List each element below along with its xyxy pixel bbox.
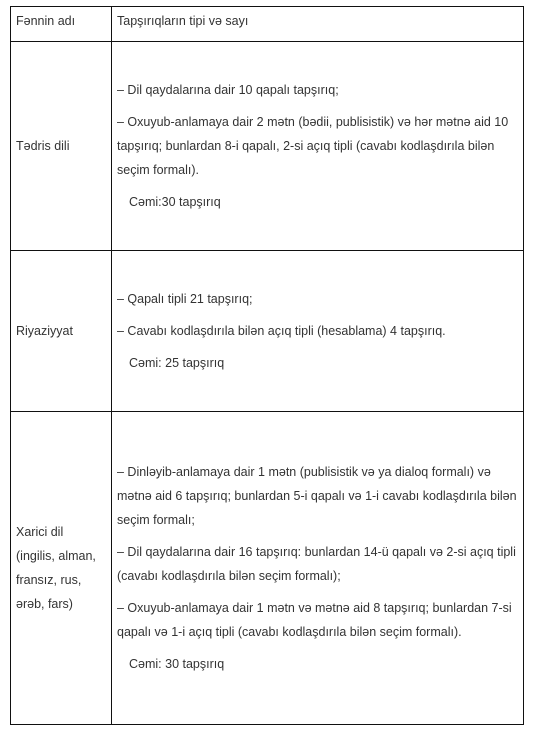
subject-name: Riyaziyyat (16, 324, 73, 338)
task-item: – Dil qaydalarına dair 10 qapalı tapşırıq; (117, 83, 339, 97)
subject-name-cell (11, 412, 112, 725)
task-description-cell (112, 412, 524, 725)
task-item: – Dinləyib-anlamaya dair 1 mətn (publisistik və ya dialoq formalı) və mətnə aid 6 tapşırıq; bunlardan 5-i qapalı və 1-i cavabı kodlaşdırıla bilən seçim formalı; (117, 465, 517, 527)
task-total: Cəmi:30 tapşırıq (129, 195, 221, 209)
header-subject-name: Fənnin adı (11, 7, 112, 42)
subject-name-detail: fransız, rus, (16, 573, 82, 587)
task-item: – Oxuyub-anlamaya dair 2 mətn (bədii, publisistik) və hər mətnə aid 10 tapşırıq; bunlardan 8-i qapalı, 2-si açıq tipli (cavabı kodlaşdırıla bilən seçim formalı). (117, 115, 509, 177)
subject-name-detail: ərəb, fars) (16, 597, 73, 611)
subject-name: Tədris dili (16, 139, 70, 153)
task-description-cell (112, 42, 524, 251)
task-description-cell (112, 251, 524, 412)
task-item: – Dil qaydalarına dair 16 tapşırıq: bunlardan 14-ü qapalı və 2-si açıq tipli (cavabı kodlaşdırıla bilən seçim formalı); (117, 545, 516, 583)
table-row (11, 412, 524, 725)
task-total: Cəmi: 25 tapşırıq (129, 356, 225, 370)
table-header-row (11, 7, 524, 42)
task-item: – Qapalı tipli 21 tapşırıq; (117, 292, 253, 306)
header-task-type-count: Tapşırıqların tipi və sayı (112, 7, 524, 42)
table-row (11, 42, 524, 251)
subject-name: Xarici dil (16, 525, 64, 539)
task-item: – Cavabı kodlaşdırıla bilən açıq tipli (hesablama) 4 tapşırıq. (117, 324, 446, 338)
subject-name-cell (11, 251, 112, 412)
task-total: Cəmi: 30 tapşırıq (129, 657, 225, 671)
subject-name-cell (11, 42, 112, 251)
subject-name-detail: (ingilis, alman, (16, 549, 96, 563)
task-item: – Oxuyub-anlamaya dair 1 mətn və mətnə aid 8 tapşırıq; bunlardan 7-si qapalı və 1-i açıq tipli (cavabı kodlaşdırıla bilən seçim formalı). (117, 601, 512, 639)
table-row (11, 251, 524, 412)
subjects-table (10, 6, 524, 725)
